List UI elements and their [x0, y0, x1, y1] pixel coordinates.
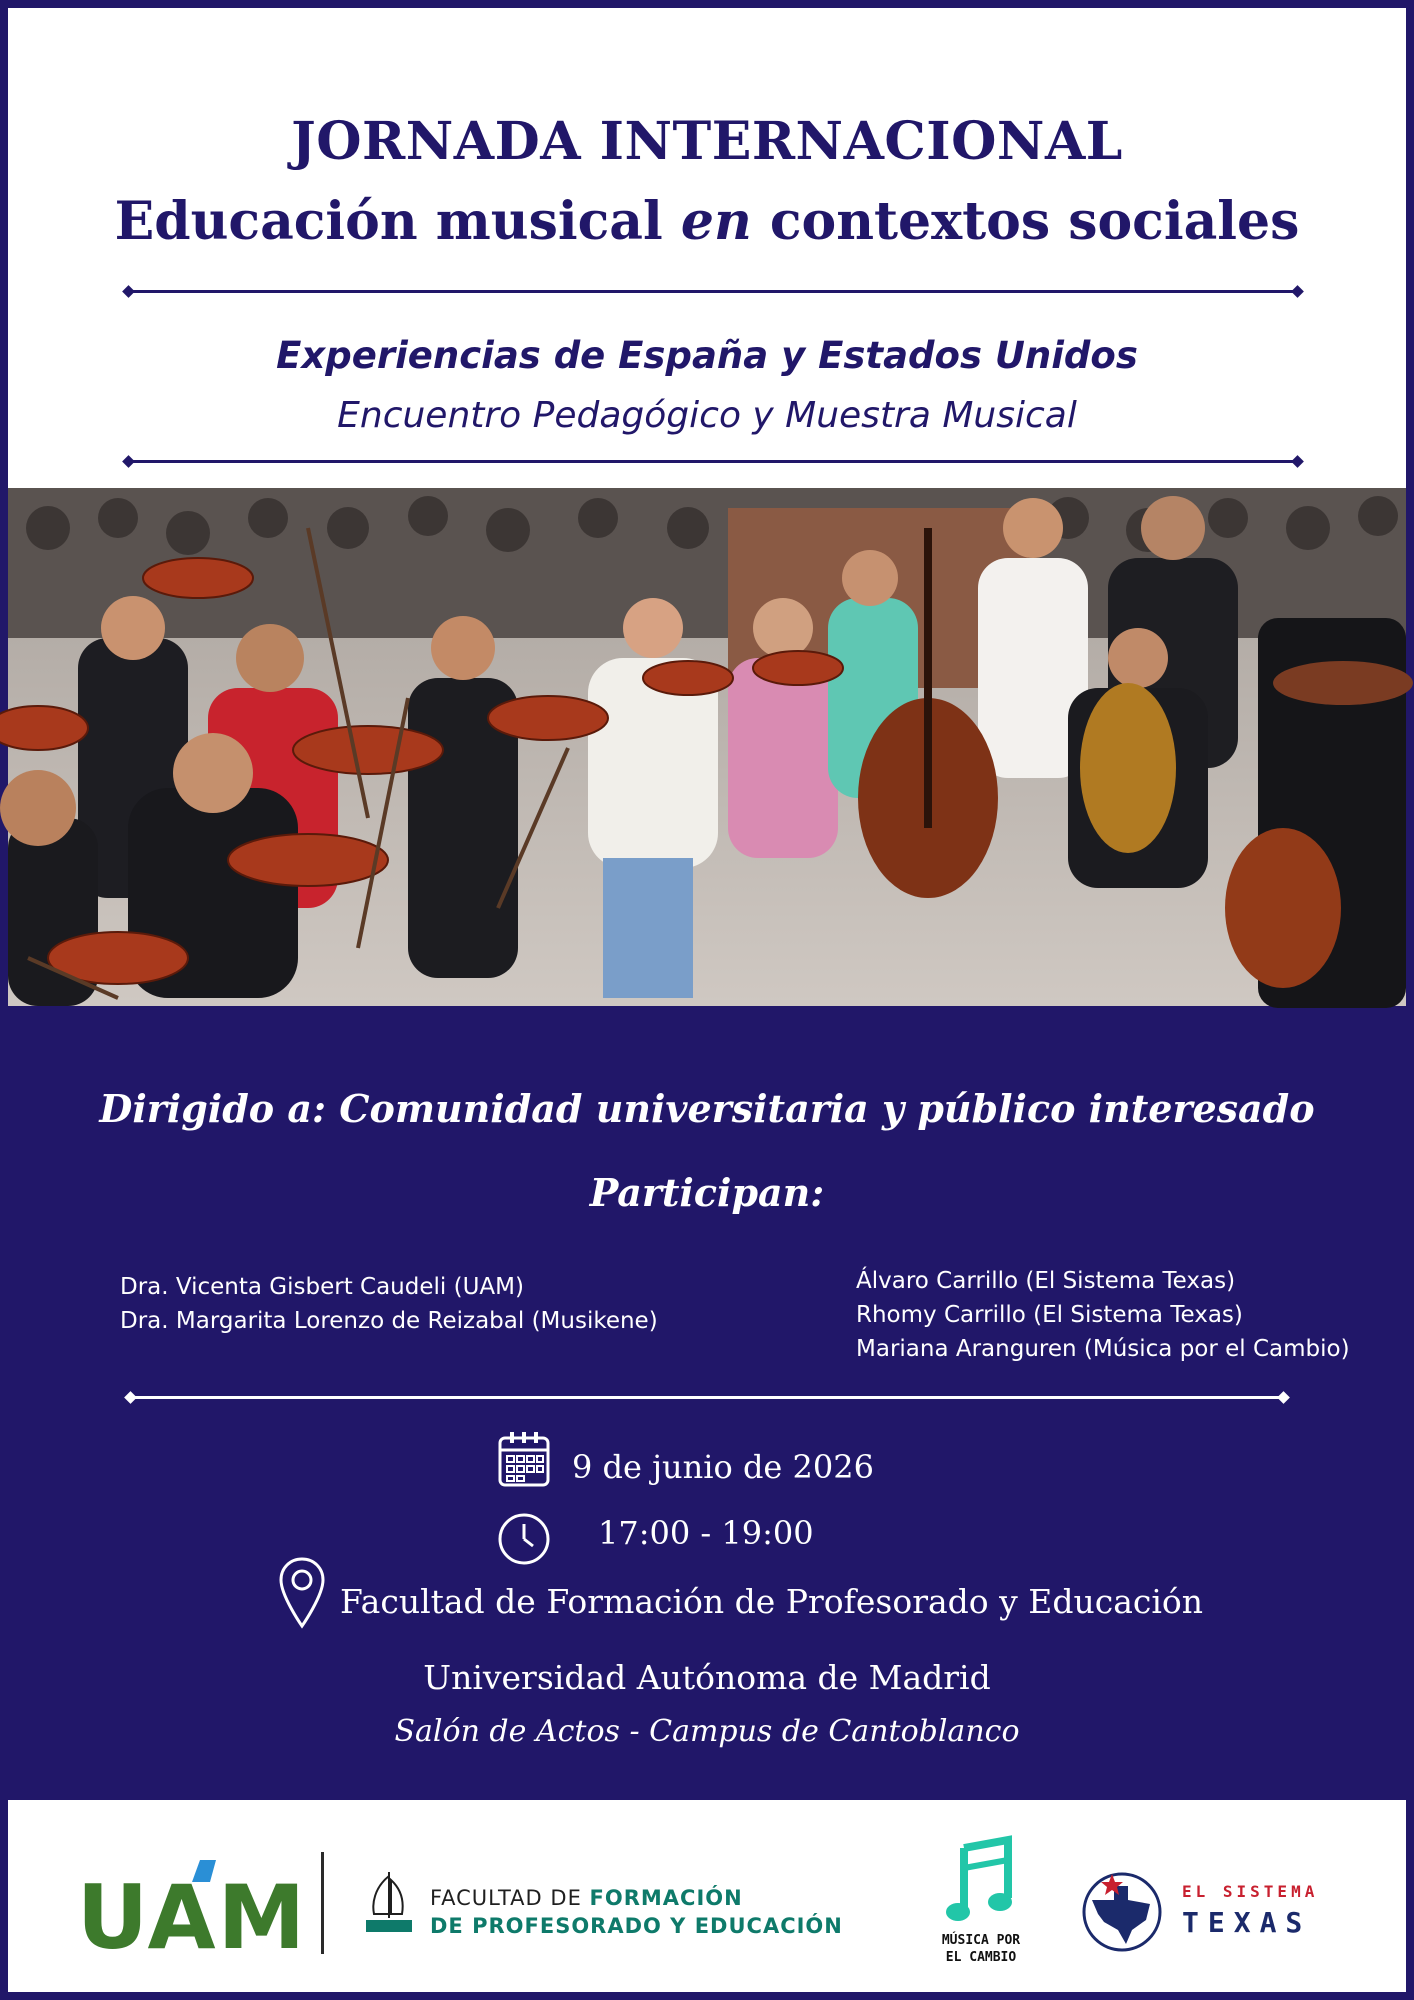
event-university: Universidad Autónoma de Madrid [423, 1658, 991, 1697]
participant-item: Álvaro Carrillo (El Sistema Texas) [856, 1268, 1236, 1294]
title-line-1: JORNADA INTERNACIONAL [291, 111, 1123, 172]
participants-heading: Participan: [589, 1170, 825, 1215]
musica-por-el-cambio-text: MÚSICA POR EL CAMBIO [941, 1933, 1021, 1965]
subtitle-experiencias: Experiencias de España y Estados Unidos [276, 334, 1138, 377]
facultad-line-1: FACULTAD DE FORMACIÓN [430, 1886, 743, 1910]
participant-item: Mariana Aranguren (Música por el Cambio) [856, 1336, 1350, 1362]
participant-item: Dra. Margarita Lorenzo de Reizabal (Musikene) [120, 1308, 658, 1334]
footer-divider [321, 1852, 324, 1954]
el-sistema-texas-logo [1070, 1870, 1330, 1960]
calendar-icon [497, 1430, 551, 1488]
participant-item: Dra. Vicenta Gisbert Caudeli (UAM) [120, 1274, 524, 1300]
location-pin-icon [278, 1556, 326, 1630]
el-sistema-text: EL SISTEMA [1182, 1882, 1319, 1901]
participants-right-column [856, 1264, 1350, 1366]
orchestra-photo [8, 488, 1406, 1006]
event-time: 17:00 - 19:00 [598, 1514, 814, 1552]
participant-item: Rhomy Carrillo (El Sistema Texas) [856, 1302, 1243, 1328]
clock-icon [497, 1512, 551, 1566]
event-date: 9 de junio de 2026 [572, 1448, 874, 1486]
musica-por-el-cambio-logo [926, 1838, 1036, 1978]
event-place: Facultad de Formación de Profesorado y Educación [340, 1582, 1204, 1621]
facultad-line-2: DE PROFESORADO Y EDUCACIÓN [430, 1914, 843, 1938]
poster-header [8, 8, 1406, 488]
texas-text: TEXAS [1182, 1906, 1312, 1939]
music-note-icon [946, 1838, 1016, 1928]
sponsor-footer [8, 1800, 1406, 1992]
info-divider [132, 1396, 1282, 1399]
orchestra-photo-illustration [8, 488, 1406, 1006]
texas-map-icon [1070, 1870, 1174, 1954]
header-divider-bottom [130, 460, 1296, 463]
participants-left-column [120, 1270, 658, 1338]
uam-logo [76, 1852, 308, 1969]
event-room: Salón de Actos - Campus de Cantoblanco [394, 1714, 1020, 1749]
title-line-2: Educación musical en contextos sociales [114, 191, 1300, 252]
audience-line: Dirigido a: Comunidad universitaria y público interesado [99, 1086, 1315, 1131]
ship-icon [364, 1870, 414, 1940]
subtitle-encuentro: Encuentro Pedagógico y Muestra Musical [337, 395, 1077, 436]
header-divider-top [130, 290, 1296, 293]
uam-logo-text: UAM [76, 1866, 308, 1969]
